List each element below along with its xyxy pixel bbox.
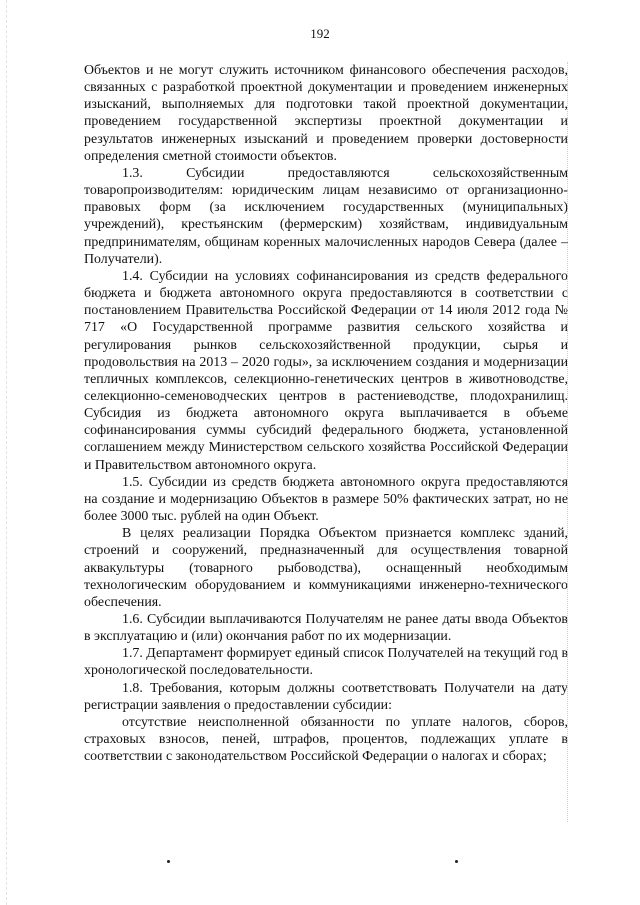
paragraph-1-8: 1.8. Требования, которым должны соответствовать Получатели на дату регистрации заявления о предоставлении субсидии: xyxy=(84,680,568,713)
paragraph-1-7: 1.7. Департамент формирует единый список Получателей на текущий год в хронологической последовательности. xyxy=(84,646,569,679)
paragraph-1-3: 1.3. Субсидии предоставляются сельскохозяйственным товаропроизводителям: юридическим лицам независимо от организационно-правовых форм (за исключением государственных (муниципальных) учреждений), крестьянским (фермерским) хозяйствам, индивидуальным предпринимателям, общинам коренных малочисленных народов Севера (далее – Получатели). xyxy=(84,165,568,267)
scan-edge-right xyxy=(566,62,568,822)
paragraph-continuation: Объектов и не могут служить источником финансового обеспечения расходов, связанных с разработкой проектной документации и проведением инженерных изысканий, выполняемых для подготовки такой проектной документации, проведением государственной экспертизы проектной документации и результатов инженерных изысканий и проведением проверки достоверности определения сметной стоимости объектов. xyxy=(84,63,568,164)
scan-speck xyxy=(455,860,458,863)
page-number: 192 xyxy=(310,26,330,41)
scan-speck xyxy=(167,860,170,863)
document-body xyxy=(84,62,568,765)
paragraph-1-6: 1.6. Субсидии выплачиваются Получателям не ранее даты ввода Объектов в эксплуатацию и (или) окончания работ по их модернизации. xyxy=(84,612,568,645)
paragraph-object-definition: В целях реализации Порядка Объектом признается комплекс зданий, строений и сооружений, предназначенный для осуществления товарной аквакультуры (товарного рыбоводства), оснащенный необходимым технологическим оборудованием и коммуникациями инженерно-технического обеспечения. xyxy=(84,526,568,610)
scan-edge-left xyxy=(6,0,8,905)
paragraph-1-5: 1.5. Субсидии из средств бюджета автономного округа предоставляются на создание и модернизацию Объектов в размере 50% фактических затрат, но не более 3000 тыс. рублей на один Объект. xyxy=(84,474,568,525)
paragraph-1-4: 1.4. Субсидии на условиях софинансирования из средств федерального бюджета и бюджета автономного округа предоставляются в соответствии с постановлением Правительства Российской Федерации от 14 июля 2012 года № 717 «О Государственной программе развития сельского хозяйства и регулирования рынков сельскохозяйственной продукции, сырья и продовольствия на 2013 – 2020 годы», за исключением создания и модернизации тепличных комплексов, селекционно-генетических центров в животноводстве, селекционно-семеноводческих центров в растениеводстве, плодохранилищ. Субсидия из бюджета автономного округа выплачивается в объеме софинансирования суммы субсидий федерального бюджета, установленной соглашением между Министерством сельского хозяйства Российской Федерации и Правительством автономного округа. xyxy=(84,268,568,473)
paragraph-tax-requirement: отсутствие неисполненной обязанности по уплате налогов, сборов, страховых взносов, пеней, штрафов, процентов, подлежащих уплате в соответствии с законодательством Российской Федерации о налогах и сборах; xyxy=(84,714,568,765)
